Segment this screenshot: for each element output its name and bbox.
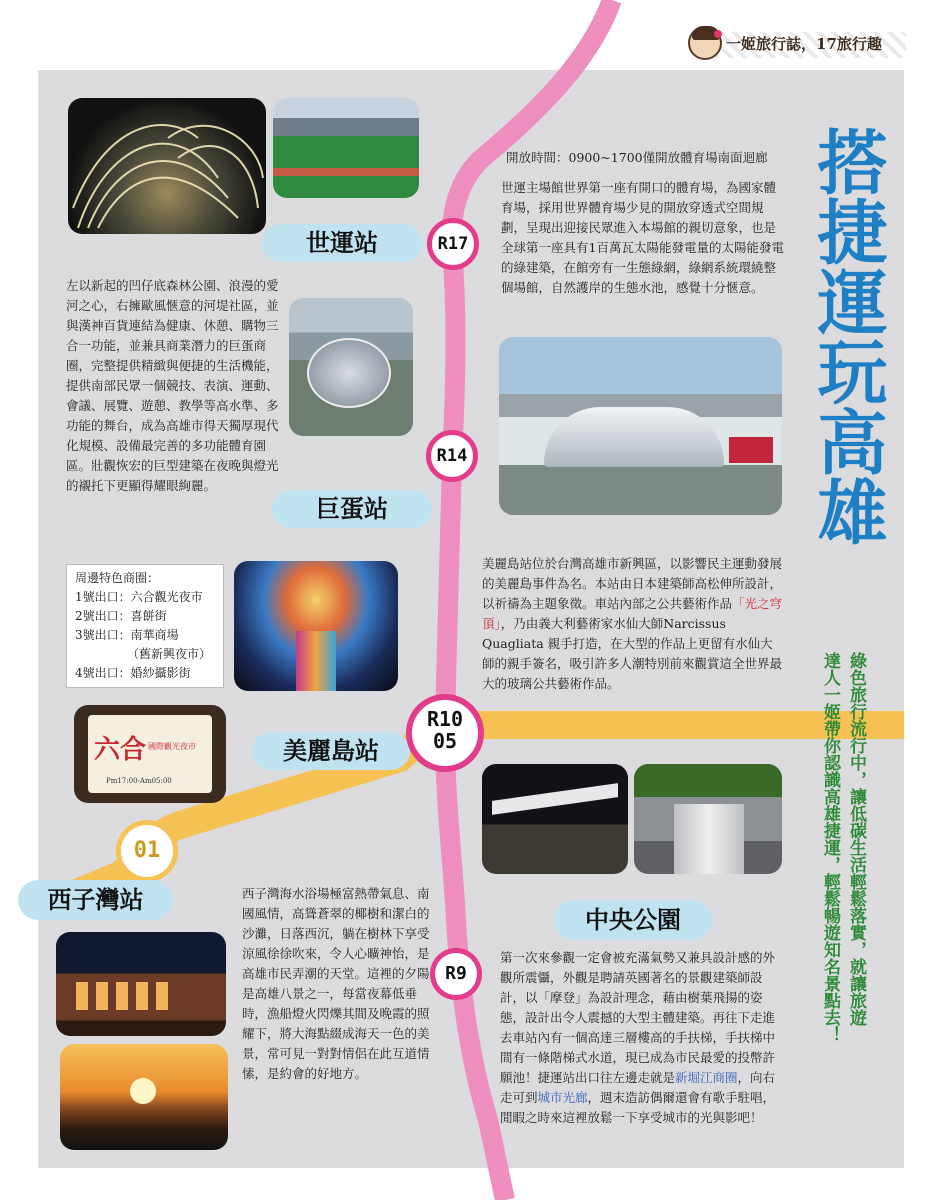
photo-xiziwan-sunset	[60, 1044, 228, 1150]
badge-r10-line1: R10	[426, 707, 464, 731]
arena-description: 左以新起的凹仔底森林公園、浪漫的愛河之心，右擁歐風愜意的河堤社區，並與漢神百貨連結為健康、休憩、購物三合一功能，並兼具商業潛力的巨蛋商圈，完整提供精緻與便捷的生活機能，提供南部民眾一個競技、表演、運動、會議、展覽、遊憩、教學等高水準、多功能的舞台，成為高雄市得天獨厚現代化規模、設備最完善的多功能體育園區。壯觀恢宏的巨型建築在夜晚與燈光的襯托下更顯得耀眼絢麗。	[66, 278, 279, 493]
arch-windows	[76, 982, 176, 1010]
dome-building	[544, 407, 724, 467]
sign-board	[88, 715, 212, 793]
formosa-highlight: 「光之穹頂」	[482, 596, 783, 631]
photo-dome-of-light	[234, 561, 398, 691]
dome-shape	[307, 338, 391, 408]
subtitle-line-1: 綠色旅行流行中，讓低碳生活輕鬆落實，就讓旅遊	[846, 652, 866, 1026]
station-label-meilidao: 美麗島站	[252, 732, 410, 770]
photo-dome-station	[499, 337, 782, 515]
badge-r10-line2: 05	[432, 729, 458, 753]
photo-park-escalator	[634, 764, 782, 874]
sign-small-text: 國際觀光夜市	[148, 742, 196, 751]
stadium-description: 世運主場館世界第一座有開口的體育場，為國家體育場，採用世界體育場少見的開放穿透式空間規劃，呈現出迎接民眾進入本場館的親切意象，也是全球第一座具有1百萬瓦太陽能發電量的太陽能發電的綠建築，在館旁有一生態綠網，綠網系統環繞整個場館，自然護岸的生態水池，感覺十分愜意。	[501, 180, 784, 295]
red-billboard	[729, 437, 773, 463]
page-title: 搭捷運玩高雄	[806, 126, 889, 546]
sign-big-text: 六合	[94, 735, 147, 765]
photo-stadium-field	[273, 98, 419, 198]
stadium-hours: 開放時間：0900~1700僅開放體育場南面迴廊	[506, 150, 768, 165]
mascot-icon	[688, 26, 722, 60]
formosa-text-b: ，乃由義大利藝術家水仙大師Narcissus Quagliata 親手打造，在大型的作品上更留有水仙大師的親手簽名，吸引許多人潮特別前來觀賞這全世界最大的玻璃公共藝術作品。	[482, 616, 783, 691]
park-text-c: ，週末造訪偶爾還會有歌手駐唱，閒暇之時來這裡放鬆一下享受城市的光與影吧！	[500, 1090, 776, 1125]
station-badge-o1: 01	[116, 820, 178, 882]
photo-dome-aerial	[289, 298, 413, 436]
shops-item: 2號出口：喜餅街	[75, 609, 167, 623]
station-label-xiziwan: 西子灣站	[18, 880, 173, 920]
shops-item: 1號出口：六合觀光夜市	[75, 590, 203, 604]
light-column	[296, 631, 336, 691]
photo-stadium-night	[68, 98, 266, 234]
station-label-judan: 巨蛋站	[272, 490, 432, 528]
central-park-description	[500, 948, 786, 1128]
station-badge-r14: R14	[426, 430, 478, 482]
sun-shape	[130, 1078, 156, 1104]
park-highlight-2: 城市光廊	[537, 1090, 588, 1105]
header-banner	[688, 26, 906, 62]
formosa-text-a: 美麗島站位於台灣高雄市新興區，以影響民主運動發展的美麗島事件為名。本站由日本建築師高松伸所設計，以祈禱為主題象徵。車站內部之公共藝術作品	[482, 556, 783, 611]
station-label-shiyun: 世運站	[262, 224, 422, 262]
sign-hours: Pm17:00-Am05:00	[106, 777, 172, 785]
shops-item: 3號出口：南華商場	[75, 628, 179, 642]
stadium-arches	[68, 98, 266, 234]
subtitle-line-2: 達人一姬帶你認識高雄捷運，輕鬆暢遊知名景點去！	[820, 652, 840, 1043]
header-text: 一姬旅行誌，17旅行趣	[726, 35, 882, 53]
canopy-shape	[492, 783, 618, 815]
shopping-districts-box	[66, 564, 224, 688]
park-highlight-1: 新堀江商圈	[675, 1070, 738, 1085]
station-badge-r9: R9	[430, 948, 482, 1000]
shops-item: 4號出口：婚紗攝影街	[75, 666, 191, 680]
photo-park-canopy	[482, 764, 628, 874]
park-text-b: ，向右走可到	[500, 1070, 776, 1105]
photo-xiziwan-building	[56, 932, 226, 1036]
shops-title: 周邊特色商圈：	[75, 571, 160, 585]
station-badge-r10	[406, 694, 484, 772]
shops-item: （舊新興夜市）	[127, 647, 212, 661]
photo-night-market-sign	[74, 705, 226, 803]
park-text-a: 第一次來參觀一定會被充滿氣勢又兼具設計感的外觀所震懾，外觀是聘請英國著名的景觀建築師設計，以「摩登」為設計理念，藉由樹葉飛揚的姿態，設計出令人震撼的大型主體建築。再往下走進去車站內有一個高達三層樓高的手扶梯，手扶梯中間有一條階梯式水道，現已成為市民最愛的投幣許願池！捷運站出口往左邊走就是	[500, 950, 776, 1085]
formosa-description	[482, 554, 784, 694]
station-label-central-park: 中央公園	[554, 900, 712, 940]
xiziwan-description: 西子灣海水浴場極富熱帶氣息、南國風情，高聳蒼翠的椰樹和潔白的沙灘，日落西沉，躺在樹林下享受涼風徐徐吹來，令人心曠神怡，是高雄市民弄潮的天堂。這裡的夕陽是高雄八景之一，每當夜幕低垂時，漁船燈火閃爍其間及晚霞的照耀下，將大海點綴成海天一色的美景，常可見一對對情侶在此互道情愫，是約會的好地方。	[242, 886, 430, 1081]
escalator-shape	[674, 804, 744, 874]
station-badge-r17: R17	[427, 218, 479, 270]
